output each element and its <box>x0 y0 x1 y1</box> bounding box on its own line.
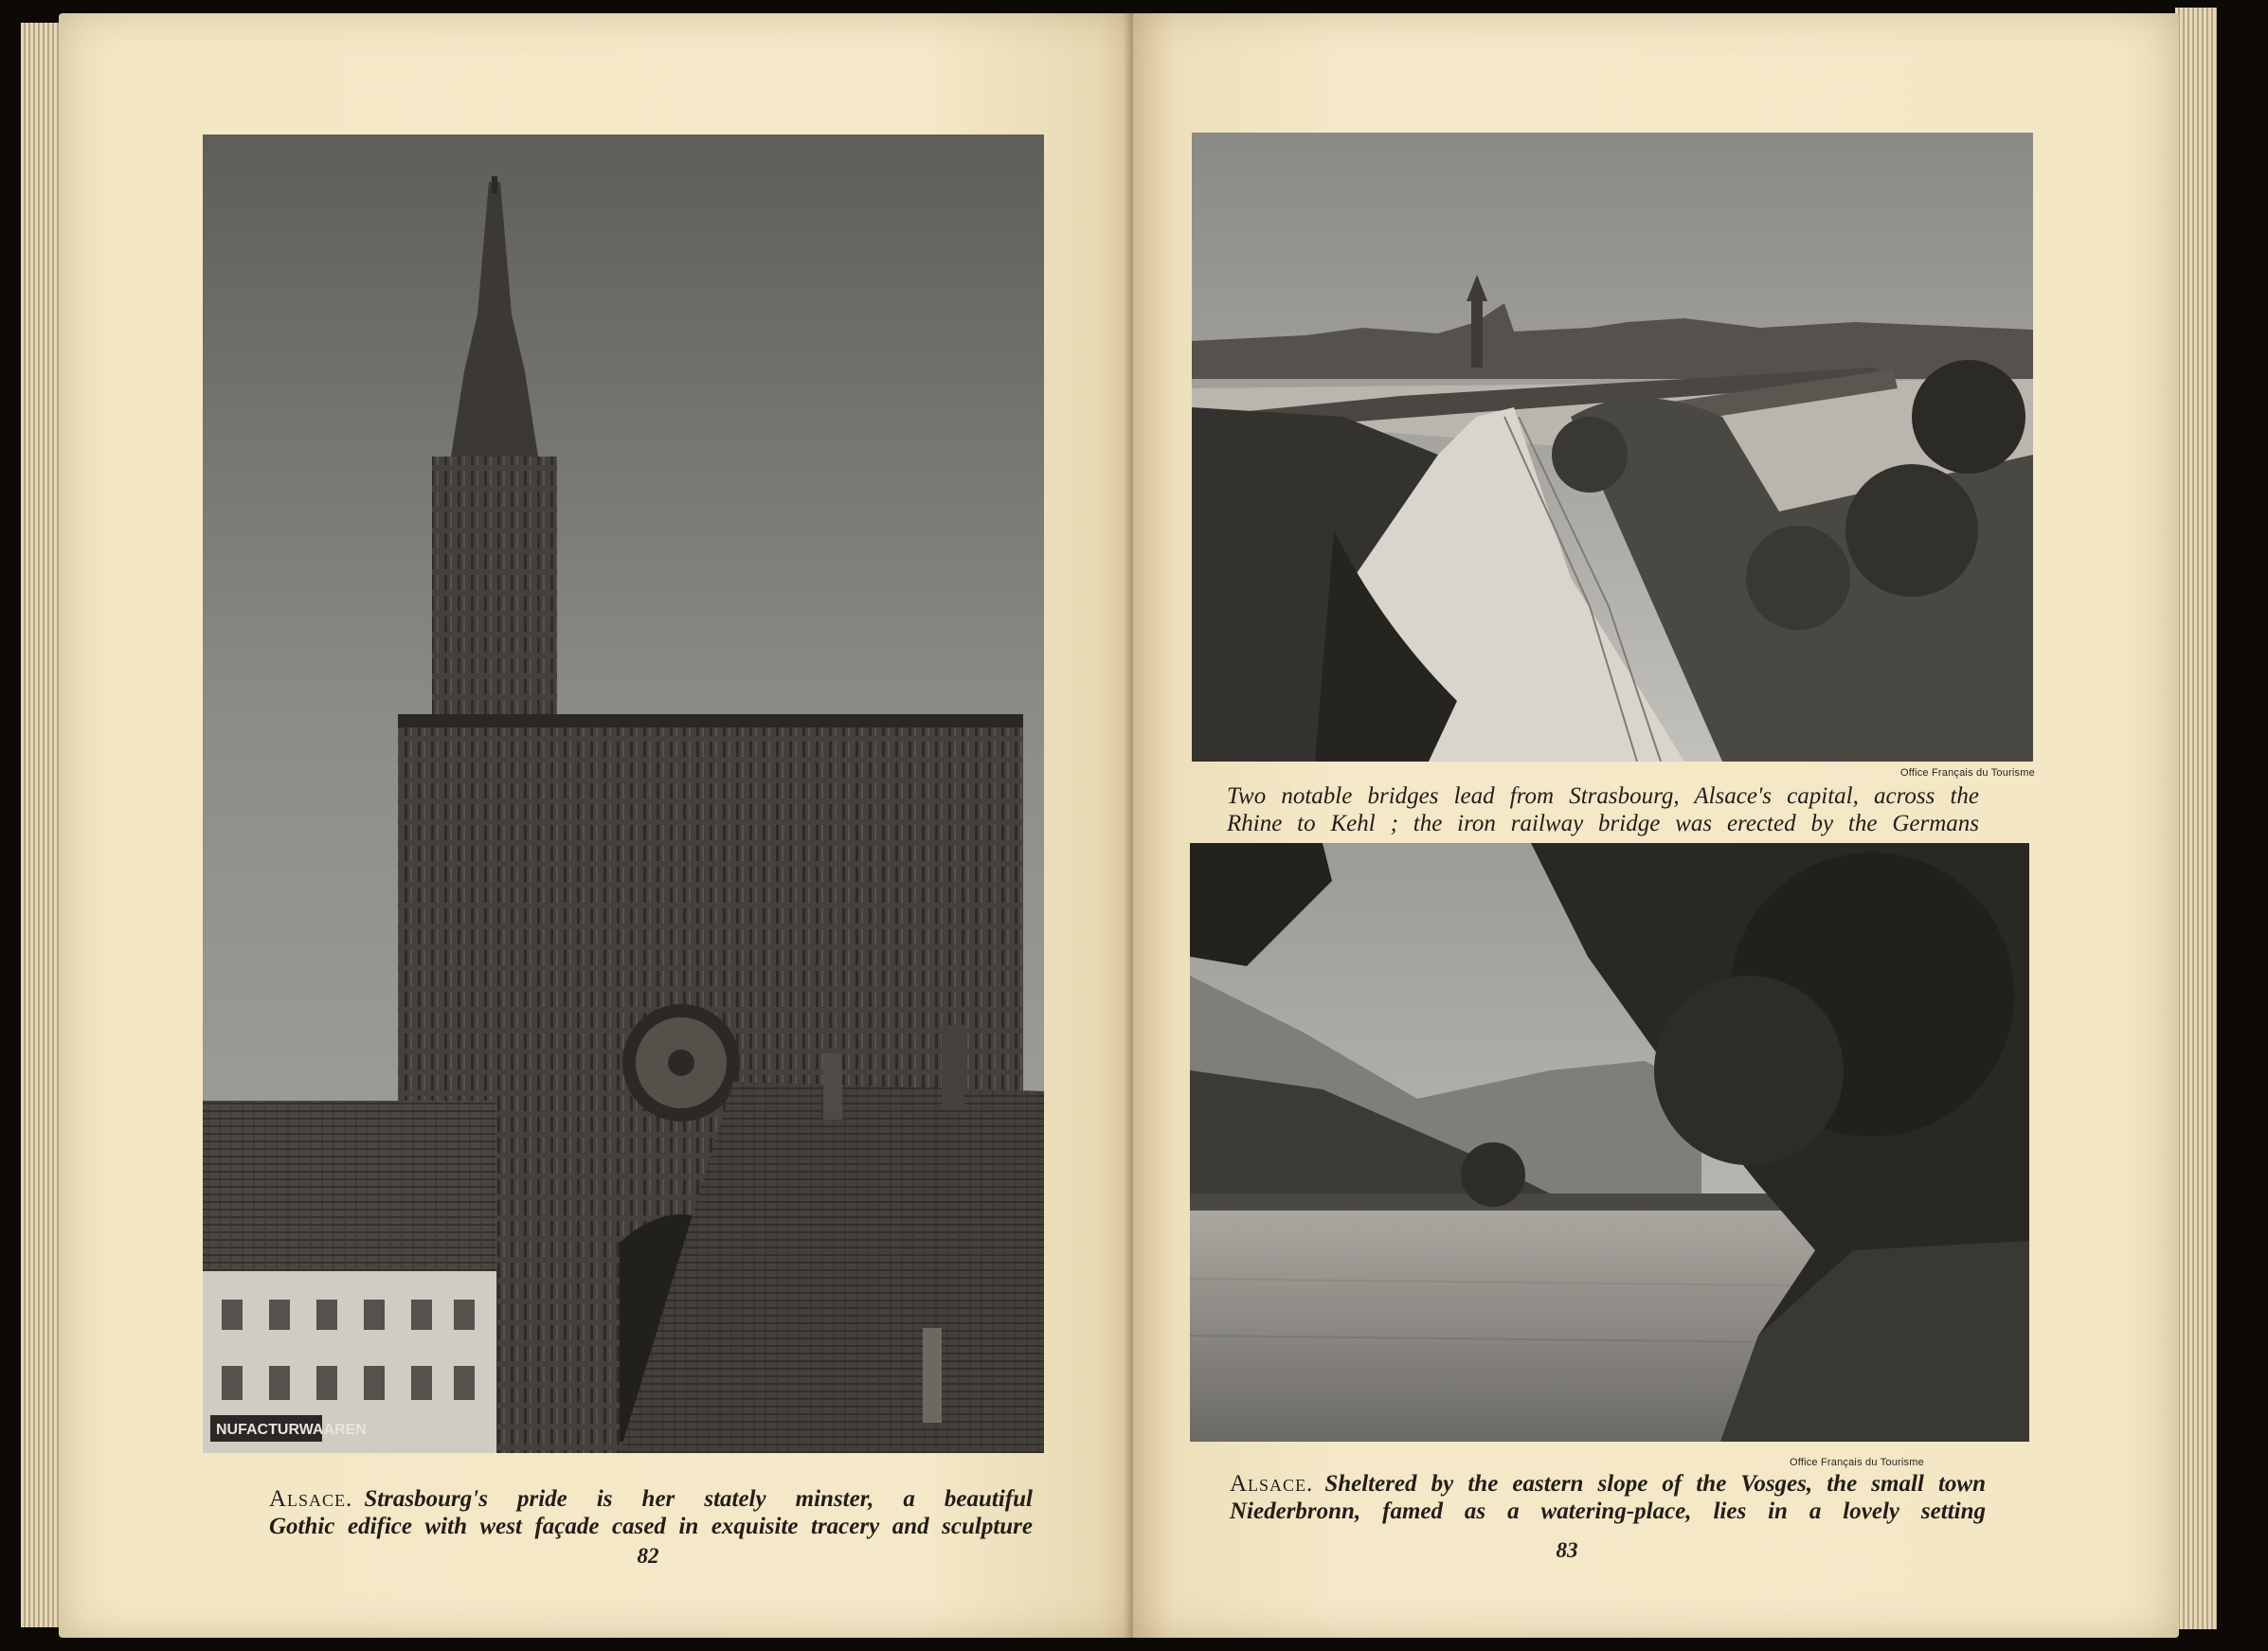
cathedral-photo <box>203 135 1044 1453</box>
left-page <box>59 13 1141 1638</box>
niederbronn-photo <box>1190 843 2029 1442</box>
bridges-caption-line-2: Rhine to Kehl ; the iron railway bridge was erected by the Germans <box>1227 811 1979 836</box>
bridges-caption <box>1227 782 1979 837</box>
caption-lead: Alsace. <box>269 1486 353 1512</box>
caption-line-1: Strasbourg's pride is her stately minster, a beautiful <box>364 1486 1033 1512</box>
caption-line-2: Gothic edifice with west façade cased in exquisite tracery and sculpture <box>269 1514 1033 1539</box>
niederbronn-caption-line-2: Niederbronn, famed as a watering-place, lies in a lovely setting <box>1230 1498 1986 1524</box>
bottom-photo-credit: Office Français du Tourisme <box>1790 1457 1924 1468</box>
page-number-83: 83 <box>1556 1538 1578 1562</box>
top-photo-credit: Office Français du Tourisme <box>1900 767 2035 779</box>
niederbronn-caption-lead: Alsace. <box>1230 1471 1314 1497</box>
bridges-photo <box>1192 133 2033 762</box>
cathedral-caption <box>269 1485 1033 1540</box>
right-page <box>1133 13 2179 1638</box>
page-number-82: 82 <box>637 1544 659 1568</box>
right-page-edges <box>2175 8 2217 1629</box>
bridges-caption-line-1: Two notable bridges lead from Strasbourg, Alsace's capital, across the <box>1227 783 1979 809</box>
shop-sign-text: NUFACTURWAAREN <box>216 1422 367 1438</box>
niederbronn-caption <box>1230 1470 1986 1525</box>
left-page-edges <box>21 23 63 1627</box>
niederbronn-caption-line-1: Sheltered by the eastern slope of the Vosges, the small town <box>1324 1471 1986 1497</box>
